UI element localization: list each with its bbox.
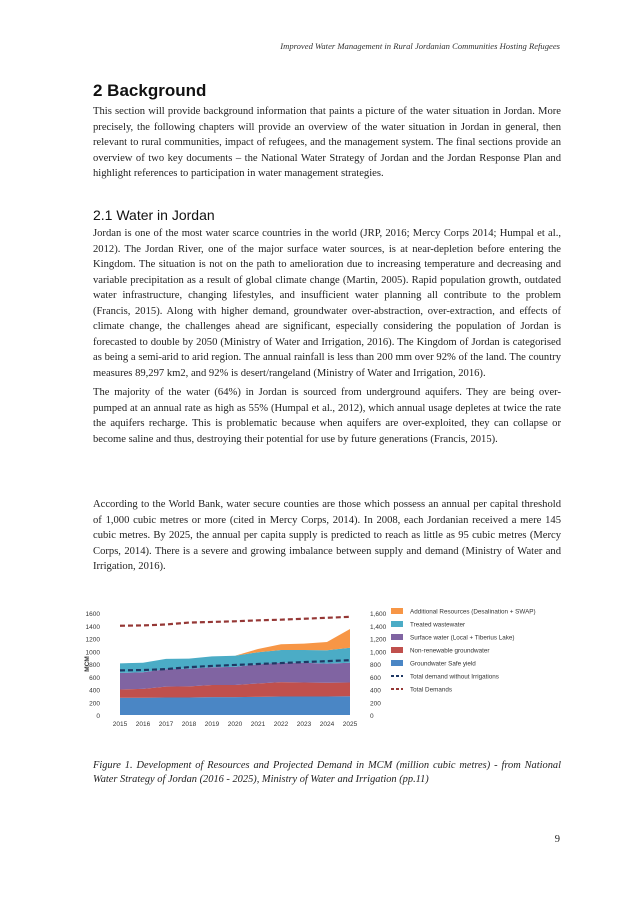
legend-swatch	[391, 634, 403, 640]
legend-label: Additional Resources (Desalination + SWAP)	[410, 608, 536, 616]
running-header: Improved Water Management in Rural Jordanian Communities Hosting Refugees	[280, 41, 560, 51]
y-tick-label-left: 1400	[85, 623, 100, 631]
body-paragraph: According to the World Bank, water secure counties are those which possess an annual per capital threshold of 1,000 cubic metres or more (cited in Mercy Corps, 2014). In 2008, each Jordanian received a mere 145 cubic metres. By 2025, the annual per capita supply is predicted to reach as little as 95 cubic metres (Mercy Corps, 2014). There is a severe and growing imbalance between supply and demand (Ministry of Water and Irrigation, 2016).	[93, 499, 561, 572]
x-tick-label: 2024	[319, 721, 335, 728]
y-tick-label-right: 0	[370, 713, 374, 720]
body-paragraph: Jordan is one of the most water scarce countries in the world (JRP, 2016; Mercy Corps 2014; Humpal et al., 2012). The Jordan River, one of the major surface water sources, is at near-depletion before entering the Kingdom. The situation is not on the path to amelioration due to increasing temperature and decreasing and variable precipitation as a result of global climate change (Martin, 2005). Rapid population growth, outdated water infrastructure, changing lifestyles, and insufficient water planning all contribute to the problem (Francis, 2015). Along with higher demand, groundwater over-abstraction, over-extraction, and effects of climate change, the challenges ahead are significant, especially considering the population of Jordan is forecasted to double by 2050 (Ministry of Water and Irrigation, 2016). The Kingdom of Jordan is categorised as being a semi-arid to arid region. The annual rainfall is less than 200 mm over 92% of the land. The country measures 89,297 km2, and 92% is desert/rangeland (Ministry of Water and Irrigation, 2016).	[93, 228, 561, 379]
x-tick-label: 2020	[227, 721, 243, 728]
x-tick-label: 2021	[250, 721, 266, 728]
page-number: 9	[554, 834, 560, 845]
x-tick-label: 2015	[112, 721, 128, 728]
intro-paragraph: This section will provide background information that paints a picture of the water situation in Jordan. More precisely, the following chapters will provide an overview of the water situation in Jordan in general, then relevant to rural communities, impact of refugees, and the management system. The final sections provide an overview of two key documents – the National Water Strategy of Jordan and the Jordan Response Plan and highlight references to participation in water management strategies.	[93, 106, 561, 179]
y-tick-label-left: 200	[89, 700, 100, 708]
legend-label: Total demand without Irrigations	[410, 673, 499, 681]
legend-label: Surface water (Local + Tiberius Lake)	[410, 634, 515, 642]
y-tick-label-left: 400	[89, 687, 100, 695]
y-tick-label-left: 1600	[85, 611, 100, 618]
y-tick-label-right: 1,200	[370, 636, 387, 644]
x-tick-label: 2016	[135, 721, 151, 728]
legend-swatch	[391, 608, 403, 614]
legend-label: Groundwater Safe yield	[410, 660, 476, 668]
y-tick-label-right: 600	[370, 674, 381, 682]
legend-label: Total Demands	[410, 686, 452, 694]
x-tick-label: 2019	[204, 721, 220, 728]
section-heading: 2 Background	[93, 81, 207, 100]
y-tick-label-right: 800	[370, 662, 381, 669]
y-tick-label-left: 0	[96, 713, 100, 720]
y-axis-label: MCM	[84, 656, 91, 672]
x-tick-label: 2022	[273, 721, 289, 728]
y-tick-label-right: 400	[370, 687, 381, 695]
y-tick-label-left: 1000	[85, 649, 100, 657]
legend-swatch	[391, 660, 403, 666]
resources-demand-chart	[80, 600, 580, 740]
x-tick-label: 2023	[296, 721, 312, 728]
legend-label: Treated wastewater	[410, 621, 466, 629]
line-total-demands	[120, 617, 350, 626]
legend-swatch	[391, 621, 403, 627]
area-groundwater-safe-yield	[120, 696, 350, 715]
y-tick-label-left: 800	[89, 662, 100, 669]
x-tick-label: 2017	[158, 721, 174, 728]
y-tick-label-right: 1,000	[370, 649, 387, 657]
x-tick-label: 2018	[181, 721, 197, 728]
x-tick-label: 2025	[342, 721, 358, 728]
y-tick-label-right: 200	[370, 700, 381, 708]
y-tick-label-left: 1200	[85, 636, 100, 644]
legend-swatch	[391, 647, 403, 653]
body-paragraph: The majority of the water (64%) in Jordan is sourced from underground aquifers. They are being over-pumped at an annual rate as high as 55% (Humpal et al., 2012), which annual usage depletes at twice the rate the aquifers recharge. This is problematic because when aquifers are over-exploited, they can collapse or become saline and thus, destroying their potential for use by future generations (Francis, 2015).	[93, 387, 561, 445]
y-tick-label-right: 1,600	[370, 611, 387, 618]
figure-caption: Figure 1. Development of Resources and Projected Demand in MCM (million cubic metres) - from National Water Strategy of Jordan (2016 - 2025), Ministry of Water and Irrigation (pp.11)	[93, 760, 561, 785]
legend-label: Non-renewable groundwater	[410, 647, 490, 655]
y-tick-label-left: 600	[89, 674, 100, 682]
y-tick-label-right: 1,400	[370, 623, 387, 631]
subsection-heading: 2.1 Water in Jordan	[93, 207, 215, 223]
